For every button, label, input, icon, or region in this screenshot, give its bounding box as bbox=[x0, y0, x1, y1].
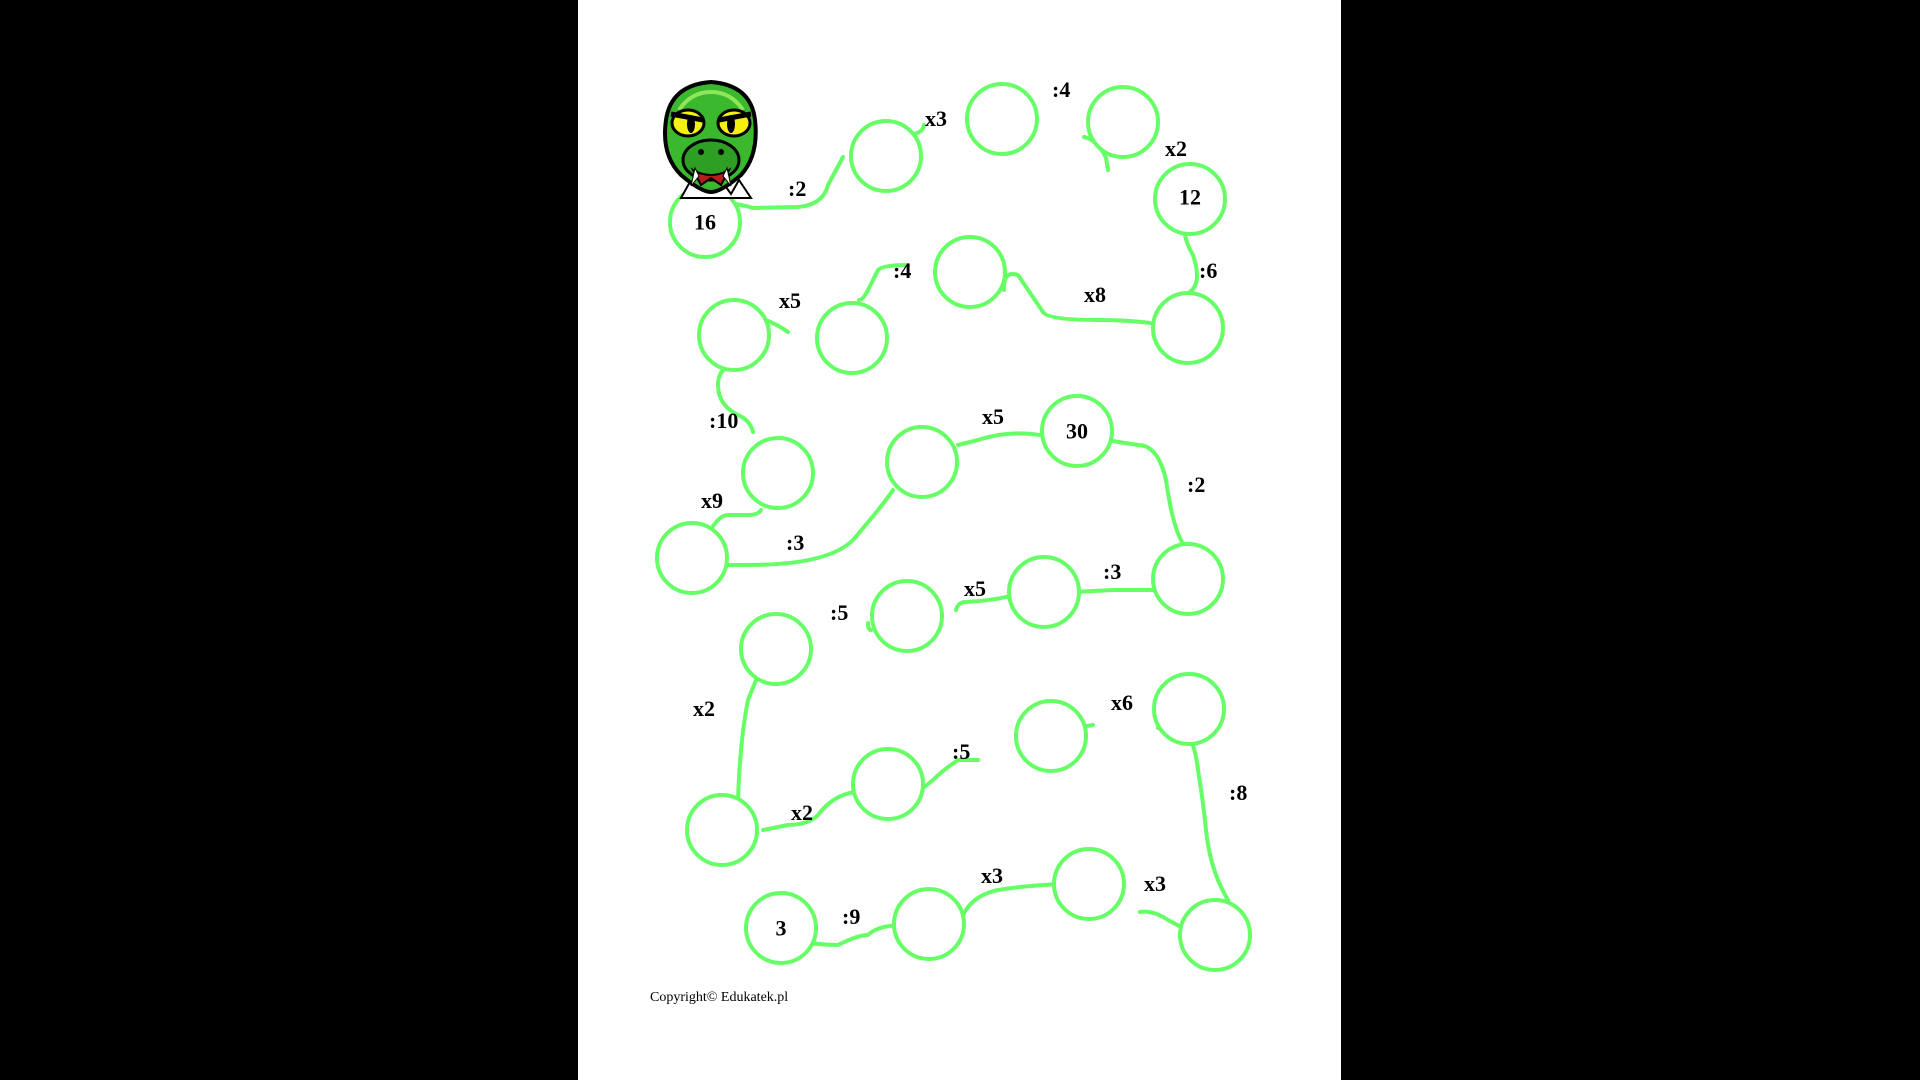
value-12: 12 bbox=[1179, 184, 1201, 210]
chain-circle[interactable] bbox=[817, 303, 887, 373]
snake-path bbox=[703, 106, 1228, 945]
chain-circle[interactable] bbox=[741, 614, 811, 684]
operation-label: x5 bbox=[982, 404, 1004, 429]
operation-label: x3 bbox=[981, 863, 1003, 888]
operation-label: :5 bbox=[952, 739, 971, 764]
operation-label: :4 bbox=[1052, 77, 1071, 102]
operation-label: :3 bbox=[1103, 559, 1122, 584]
operation-label: x2 bbox=[791, 800, 813, 825]
chain-circle[interactable] bbox=[657, 523, 727, 593]
chain-circle[interactable] bbox=[1154, 674, 1224, 744]
chain-circle[interactable] bbox=[872, 581, 942, 651]
chain-circle[interactable] bbox=[851, 121, 921, 191]
chain-circle[interactable] bbox=[967, 84, 1037, 154]
chain-circle[interactable] bbox=[1088, 87, 1158, 157]
chain-circle[interactable] bbox=[853, 749, 923, 819]
operation-label: x8 bbox=[1084, 282, 1106, 307]
start-value: 16 bbox=[694, 209, 716, 235]
operation-label: x3 bbox=[925, 106, 947, 131]
worksheet-page bbox=[578, 0, 1341, 1080]
operation-label: x2 bbox=[1165, 136, 1187, 161]
operation-label: x9 bbox=[701, 488, 723, 513]
operation-label: :9 bbox=[842, 904, 861, 929]
chain-circle[interactable] bbox=[699, 300, 769, 370]
operation-label: x6 bbox=[1111, 690, 1133, 715]
copyright-footer: Copyright© Edukatek.pl bbox=[650, 990, 789, 1005]
chain-circle[interactable] bbox=[935, 237, 1005, 307]
chain-circle[interactable] bbox=[1153, 293, 1223, 363]
operation-label: :4 bbox=[893, 258, 912, 283]
chain-circle[interactable] bbox=[1016, 701, 1086, 771]
chain-circle[interactable] bbox=[687, 795, 757, 865]
chain-circle[interactable] bbox=[1180, 900, 1250, 970]
snake-head-icon bbox=[665, 82, 756, 198]
chain-circle[interactable] bbox=[887, 427, 957, 497]
operation-label: :10 bbox=[709, 408, 739, 433]
operation-label: x5 bbox=[964, 576, 986, 601]
chain-circle[interactable] bbox=[1054, 849, 1124, 919]
chain-circle[interactable] bbox=[894, 889, 964, 959]
snake-chain bbox=[578, 0, 1341, 1080]
operation-label: :2 bbox=[788, 176, 807, 201]
operation-label: x2 bbox=[693, 696, 715, 721]
operation-label: :2 bbox=[1187, 472, 1206, 497]
chain-circle[interactable] bbox=[743, 438, 813, 508]
operation-label: :5 bbox=[830, 600, 849, 625]
value-30: 30 bbox=[1066, 418, 1088, 444]
operation-label: :8 bbox=[1229, 780, 1248, 805]
chain-circle[interactable] bbox=[1009, 557, 1079, 627]
chain-circle[interactable] bbox=[1153, 544, 1223, 614]
operation-label: x3 bbox=[1144, 871, 1166, 896]
operation-label: x5 bbox=[779, 288, 801, 313]
end-value: 3 bbox=[775, 915, 787, 941]
operation-label: :3 bbox=[786, 530, 805, 555]
operation-label: :6 bbox=[1199, 258, 1218, 283]
